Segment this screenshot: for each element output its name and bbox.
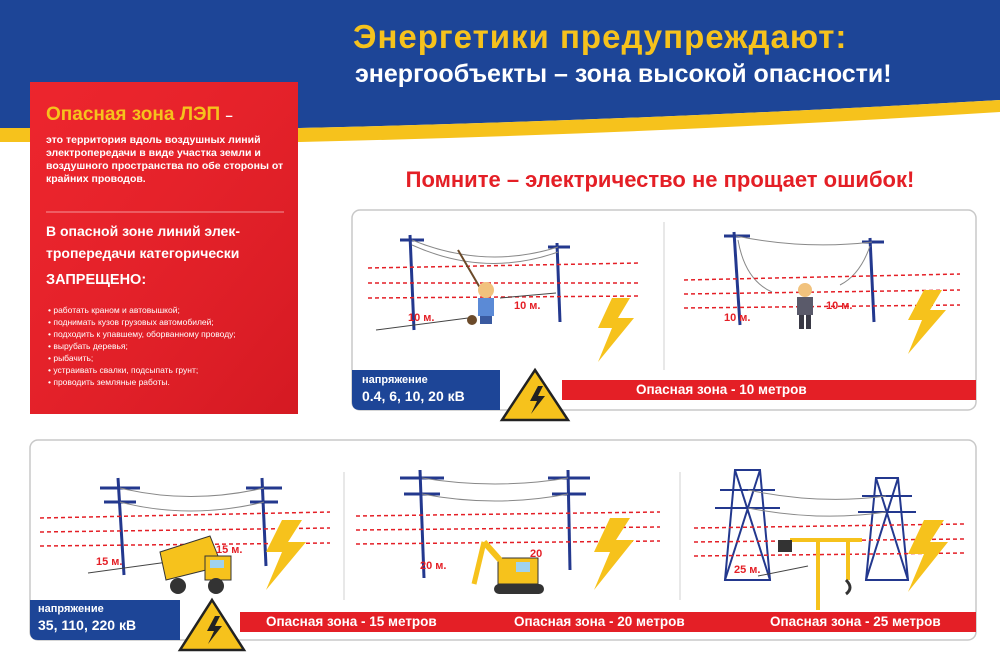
prohibited-list — [48, 304, 293, 388]
zone-caption-20: Опасная зона - 20 метров — [514, 614, 685, 629]
truck-left-distance: 15 м. — [96, 556, 123, 568]
scene1-left-distance: 10 м. — [408, 312, 435, 324]
zone-caption-15: Опасная зона - 15 метров — [266, 614, 437, 629]
bottom-voltage-box — [38, 603, 136, 633]
top-voltage-label: напряжение — [362, 374, 428, 386]
info-panel-title-text: Опасная зона ЛЭП — [46, 104, 221, 125]
scene1-right-distance: 10 м. — [514, 300, 541, 312]
info-panel-title-dash: – — [225, 108, 233, 123]
list-item: • поднимать кузов грузовых автомобилей; — [48, 316, 293, 328]
list-item: • устраивать свалки, подсыпать грунт; — [48, 364, 293, 376]
poster-title: Энергетики предупреждают: — [353, 18, 848, 55]
list-item: • работать краном и автовышкой; — [48, 304, 293, 316]
scene2-left-distance: 10 м. — [724, 312, 751, 324]
bottom-voltage-label: напряжение — [38, 603, 104, 615]
info-panel-ban-intro: В опасной зоне линий элек- тропередачи категорически — [46, 223, 240, 261]
top-voltage-box — [362, 374, 465, 404]
excavator-right-distance: 20 — [530, 548, 543, 560]
bottom-voltage-value: 35, 110, 220 кВ — [38, 617, 137, 633]
info-panel-ban-word: ЗАПРЕЩЕНО: — [46, 272, 147, 288]
info-panel-title — [46, 104, 233, 126]
zone-caption-25: Опасная зона - 25 метров — [770, 614, 941, 629]
top-voltage-value: 0.4, 6, 10, 20 кВ — [362, 388, 465, 404]
list-item: • рыбачить; — [48, 352, 293, 364]
truck-right-distance: 15 м. — [216, 544, 243, 556]
slogan: Помните – электричество не прощает ошибок! — [405, 167, 915, 192]
list-item: • вырубать деревья; — [48, 340, 293, 352]
crane-left-distance: 25 м. — [734, 564, 761, 576]
list-item: • проводить земляные работы. — [48, 376, 293, 388]
list-item: • подходить к упавшему, оборванному проводу; — [48, 328, 293, 340]
excavator-left-distance: 20 м. — [420, 560, 447, 572]
top-zone-caption: Опасная зона - 10 метров — [636, 382, 807, 397]
info-panel-definition: это территория вдоль воздушных линий электропередачи в виде участка земли и воздушного пространства по обе стороны от крайних проводов. — [46, 134, 284, 185]
scene2-right-distance: 10 м. — [826, 300, 853, 312]
poster-subtitle: энергообъекты – зона высокой опасности! — [355, 60, 892, 88]
